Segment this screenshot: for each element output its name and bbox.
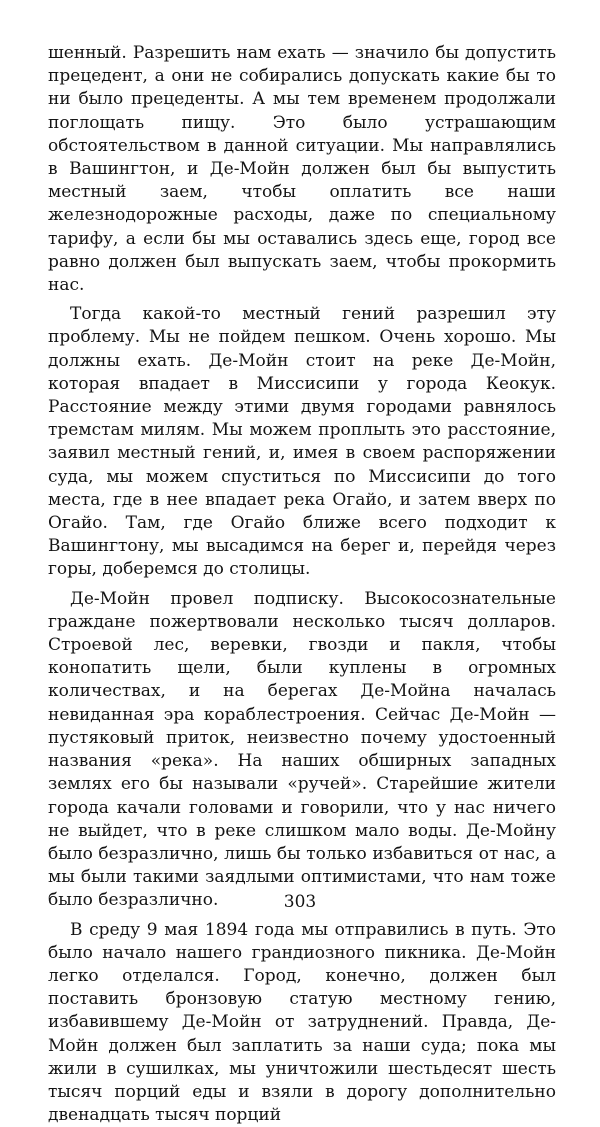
paragraph-departure: В среду 9 мая 1894 года мы отправились в путь. Это было начало нашего грандиозного пикника. Де-Мойн легко отделался. Город, конечно, должен был поставить бронзовую статую местному гению, избавившему Де-Мойн от затруднений. Правда, Де-Мойн должен был заплатить за наши суда; пока мы жили в сушилках, мы уничтожили шестьдесят шесть тысяч порций еды и взяли в дорогу дополнительно двенадцать тысяч порций: [48, 919, 556, 1126]
page-number: 303: [283, 892, 317, 912]
book-page-body: [48, 42, 556, 1127]
paragraph-subscription: Де-Мойн провел подписку. Высокосознательные граждане пожертвовали несколько тысяч долларов. Строевой лес, веревки, гвозди и пакля, чтобы конопатить щели, были куплены в огромных количествах, и на берегах Де-Мойна началась невиданная эра кораблестроения. Сейчас Де-Мойн — пустяковый приток, неизвестно почему удостоенный названия «река». На наших обширных западных землях его бы называли «ручей». Старейшие жители города качали головами и говорили, что у нас ничего не выйдет, что в реке слишком мало воды. Де-Мойну было безразлично, лишь бы только избавиться от нас, а мы были такими заядлыми оптимистами, что нам тоже было безразлично.: [48, 588, 556, 911]
paragraph-local-genius: Тогда какой-то местный гений разрешил эту проблему. Мы не пойдем пешком. Очень хорошо. Мы должны ехать. Де-Мойн стоит на реке Де-Мойн, которая впадает в Миссисипи у города Кеокук. Расстояние между этими двумя городами равнялось тремстам милям. Мы можем проплыть это расстояние, заявил местный гений, и, имея в своем распоряжении суда, мы можем спуститься по Миссисипи до того места, где в нее впадает река Огайо, и затем вверх по Огайо. Там, где Огайо ближе всего подходит к Вашингтону, мы высадимся на берег и, перейдя через горы, доберемся до столицы.: [48, 304, 556, 580]
paragraph-continued: шенный. Разрешить нам ехать — значило бы допустить прецедент, а они не собирались допускать какие бы то ни было прецеденты. А мы тем временем продолжали поглощать пищу. Это было устрашающим обстоятельством в данной ситуации. Мы направлялись в Вашингтон, и Де-Мойн должен был бы выпустить местный заем, чтобы оплатить все наши железнодорожные расходы, даже по специальному тарифу, а если бы мы оставались здесь еще, город все равно должен был выпускать заем, чтобы прокормить нас.: [48, 43, 556, 296]
